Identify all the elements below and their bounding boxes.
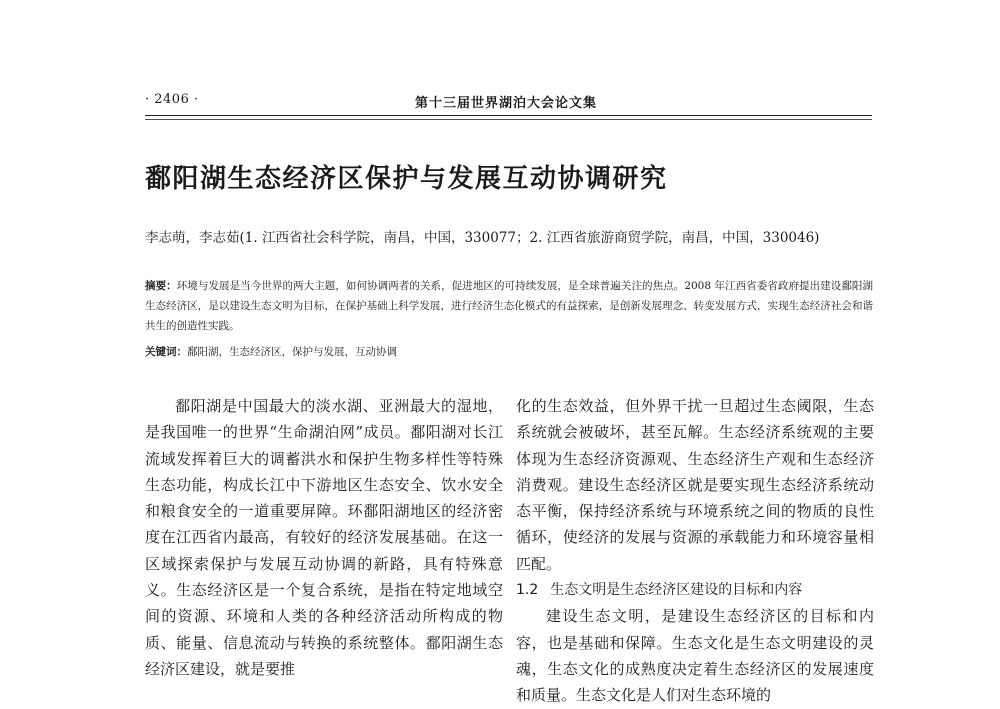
- abstract: [145, 276, 873, 336]
- body-column-left: [145, 393, 503, 682]
- body-paragraph: 鄱阳湖是中国最大的淡水湖、亚洲最大的湿地，是我国唯一的世界“生命湖泊网”成员。鄱阳湖对长江流域发挥着巨大的调蓄洪水和保护生物多样性等特殊生态功能，构成长江中下游地区生态安全、饮水安全和粮食安全的一道重要屏障。环鄱阳湖地区的经济密度在江西省内最高，有较好的经济发展基础。在这一区域探索保护与发展互动协调的新路，具有特殊意义。生态经济区是一个复合系统，是指在特定地域空间的资源、环境和人类的各种经济活动所构成的物质、能量、信息流动与转换的系统整体。鄱阳湖生态经济区建设，就是要推: [145, 397, 503, 678]
- keywords-label: 关键词：: [145, 346, 187, 358]
- journal-title: 第十三届世界湖泊大会论文集: [415, 96, 598, 111]
- body-paragraph: 建设生态文明，是建设生态经济区的目标和内容，也是基础和保障。生态文化是生态文明建设的灵魂，生态文化的成熟度决定着生态经济区的发展速度和质量。生态文化是人们对生态环境的: [516, 607, 874, 705]
- running-header: [145, 92, 870, 112]
- section-heading: [516, 577, 874, 603]
- header-rule: [145, 115, 872, 116]
- section-number: 1.2: [516, 582, 539, 599]
- keywords: [145, 343, 870, 361]
- paper-title: 鄱阳湖生态经济区保护与发展互动协调研究: [145, 164, 668, 194]
- keywords-text: 鄱阳湖，生态经济区，保护与发展，互动协调: [187, 346, 397, 358]
- page-number: · 2406 ·: [145, 92, 199, 107]
- abstract-label: 摘要：: [145, 280, 177, 292]
- header-rule-secondary: [145, 119, 872, 120]
- body-column-right: [516, 393, 874, 709]
- abstract-text: 环境与发展是当今世界的两大主题，如何协调两者的关系，促进地区的可持续发展，是全球普遍关注的焦点。2008 年江西省委省政府提出建设鄱阳湖生态经济区，是以建设生态文明为目标，在保护基础上科学发展，进行经济生态化模式的有益探索，是创新发展理念、转变发展方式，实现生态经济社会和谐共生的创造性实践。: [145, 280, 874, 332]
- author-line: 李志萌，李志茹(1. 江西省社会科学院，南昌，中国，330077；2. 江西省旅游商贸学院，南昌，中国，330046): [145, 230, 820, 246]
- body-paragraph: 化的生态效益，但外界干扰一旦超过生态阈限，生态系统就会被破坏，甚至瓦解。生态经济系统观的主要体现为生态经济资源观、生态经济生产观和生态经济消费观。建设生态经济区就是要实现生态经济系统动态平衡，保持经济系统与环境系统之间的物质的良性循环，使经济的发展与资源的承载能力和环境容量相匹配。: [516, 397, 874, 573]
- section-title: 生态文明是生态经济区建设的目标和内容: [550, 582, 803, 599]
